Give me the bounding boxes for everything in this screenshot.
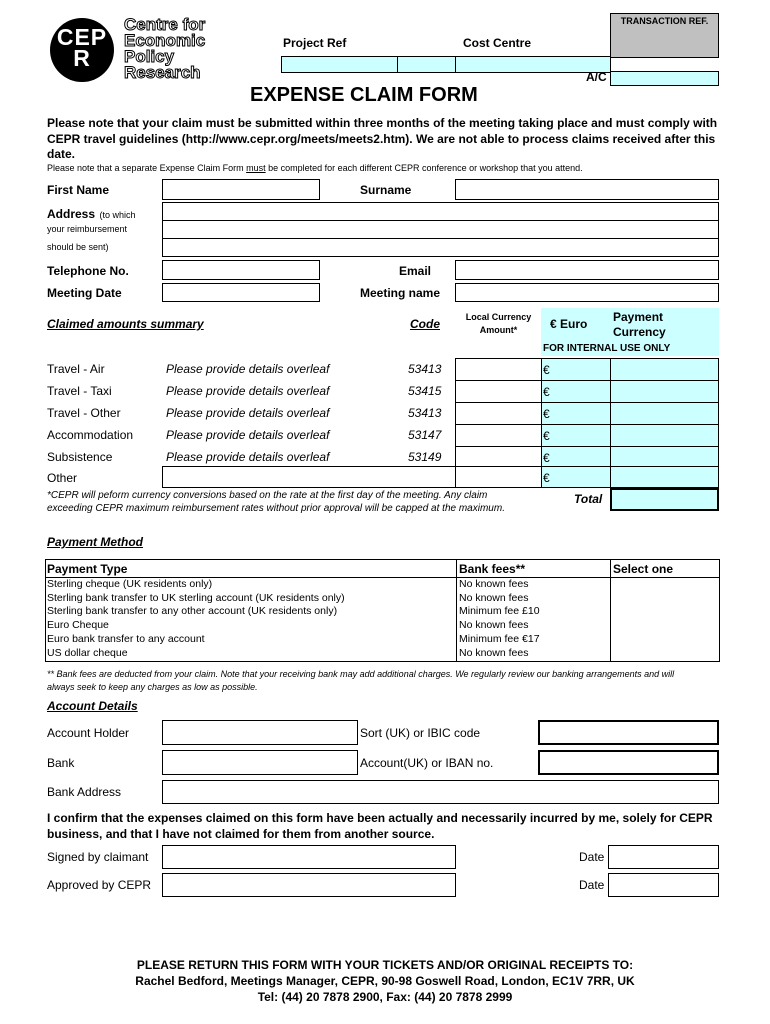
bank-address-label: Bank Address (47, 785, 122, 799)
claim-payment-currency-field[interactable] (610, 380, 719, 403)
payment-type-option: Sterling cheque (UK residents only) (47, 578, 213, 590)
select-payment-cell[interactable] (611, 579, 719, 592)
address-label: Address (47, 207, 96, 221)
claim-row-note: Please provide details overleaf (166, 384, 330, 398)
claim-row-code: 53415 (408, 384, 442, 398)
euro-header: € Euro (550, 317, 588, 331)
ac-field[interactable] (610, 71, 719, 86)
other-payment-currency-field[interactable] (610, 466, 719, 488)
other-euro-symbol: € (543, 471, 550, 485)
account-number-label: Account(UK) or IBAN no. (360, 756, 494, 770)
claim-euro-symbol: € (543, 363, 550, 377)
address-field-line-3[interactable] (162, 238, 719, 257)
local-currency-header (455, 311, 542, 337)
surname-field[interactable] (455, 179, 719, 200)
payment-type-option: Sterling bank transfer to UK sterling account (UK residents only) (47, 591, 345, 604)
bank-field[interactable] (162, 750, 358, 775)
first-name-label: First Name (47, 183, 110, 197)
meeting-date-field[interactable] (162, 283, 320, 302)
footer-contact: Tel: (44) 20 7878 2900, Fax: (44) 20 7878 2999 (257, 990, 513, 1004)
claim-euro-symbol: € (543, 407, 550, 421)
transaction-ref-box (610, 13, 719, 58)
bank-fee-value: No known fees (459, 578, 529, 590)
bank-address-field[interactable] (162, 780, 719, 804)
account-holder-field[interactable] (162, 720, 358, 745)
footer-address: Rachel Bedford, Meetings Manager, CEPR, 90-98 Goswell Road, London, EC1V 7RR, UK (135, 974, 635, 988)
bank-fee-value: No known fees (459, 591, 529, 604)
approved-by-label: Approved by CEPR (47, 878, 152, 892)
claim-row-note: Please provide details overleaf (166, 406, 330, 420)
claim-payment-currency-field[interactable] (610, 358, 719, 381)
cepr-logo (46, 17, 246, 83)
project-ref-field-1[interactable] (281, 56, 398, 73)
claim-row-label: Travel - Taxi (47, 384, 112, 398)
payment-type-option: US dollar cheque (47, 646, 128, 659)
claim-row-note: Please provide details overleaf (166, 450, 330, 464)
address-note: your reimbursement (47, 224, 128, 234)
address-note: (to which (99, 210, 136, 220)
claim-row-note: Please provide details overleaf (166, 362, 330, 376)
select-payment-cell[interactable] (611, 606, 719, 619)
payment-type-option: Euro Cheque (47, 619, 109, 632)
claim-euro-field[interactable] (541, 424, 611, 447)
other-local-amount-field[interactable] (455, 466, 542, 488)
telephone-label: Telephone No. (47, 264, 129, 278)
notice-text: be completed for each different CEPR conference or workshop that you attend. (265, 163, 583, 173)
payment-type-option: Sterling bank transfer to any other account (UK residents only) (47, 605, 338, 618)
total-label: Total (574, 492, 603, 506)
claim-row-code: 53147 (408, 428, 442, 442)
claim-row-code: 53413 (408, 362, 442, 376)
bank-fee-value: Minimum fee £10 (459, 605, 540, 618)
other-label: Other (47, 471, 78, 485)
local-header-line: Local Currency (465, 312, 532, 322)
cost-centre-label: Cost Centre (463, 36, 532, 50)
select-payment-cell[interactable] (611, 634, 719, 647)
meeting-name-field[interactable] (455, 283, 719, 302)
claim-row-label: Travel - Air (47, 362, 105, 376)
bank-fee-value: No known fees (459, 619, 529, 632)
account-number-field[interactable] (538, 750, 719, 775)
payment-header-line: Currency (613, 325, 666, 339)
claim-row-label: Subsistence (47, 450, 113, 464)
payment-currency-header (613, 310, 666, 340)
date-label: Date (579, 878, 605, 892)
logo-mark: CEPR (56, 24, 108, 71)
meeting-name-label: Meeting name (360, 286, 441, 300)
claim-row-code: 53149 (408, 450, 442, 464)
bank-fees-footnote: ** Bank fees are deducted from your claim. Note that your receiving bank may add additional charges. We regularly review our banking arrangements and will always seek to keep any charges as low as possible. (47, 669, 675, 692)
logo-line: Centre for (124, 15, 206, 34)
page-title: EXPENSE CLAIM FORM (250, 84, 478, 106)
select-payment-cell[interactable] (611, 593, 719, 606)
internal-use-label: FOR INTERNAL USE ONLY (543, 343, 671, 354)
code-header: Code (410, 317, 440, 331)
claim-local-amount-field[interactable] (455, 424, 542, 447)
account-holder-label: Account Holder (47, 726, 130, 740)
confirmation-statement: I confirm that the expenses claimed on this form have been actually and necessarily incurred by me, solely for CEPR business, and that I have not claimed for them from another source. (47, 811, 713, 841)
payment-type-option: Euro bank transfer to any account (47, 632, 205, 645)
other-description-field[interactable] (162, 466, 456, 488)
claim-euro-symbol: € (543, 429, 550, 443)
notice-must: must (246, 163, 266, 173)
approval-field[interactable] (162, 873, 456, 897)
notice-text: Please note that a separate Expense Claim Form (47, 163, 247, 173)
claim-local-amount-field[interactable] (455, 402, 542, 425)
logo-line: Economic (124, 31, 206, 50)
claim-row-label: Travel - Other (47, 406, 121, 420)
bank-fee-value: No known fees (459, 646, 529, 659)
claim-euro-field[interactable] (541, 358, 611, 381)
claim-payment-currency-field[interactable] (610, 402, 719, 425)
payment-header-line: Payment (613, 310, 664, 324)
select-payment-cell[interactable] (611, 620, 719, 633)
claim-euro-field[interactable] (541, 380, 611, 403)
select-one-header: Select one (613, 562, 674, 576)
bank-fees-header: Bank fees** (459, 562, 526, 576)
transaction-ref-label: TRANSACTION REF. (620, 16, 709, 26)
signature-date-field[interactable] (608, 845, 719, 869)
project-ref-field-2[interactable] (397, 56, 456, 73)
claim-row-code: 53413 (408, 406, 442, 420)
approval-date-field[interactable] (608, 873, 719, 897)
submission-notice: Please note that your claim must be submitted within three months of the meeting taking place and must comply with CEPR travel guidelines (http://www.cepr.org/meets/meets2.htm). We are not able to process claims received after this date. (47, 116, 718, 161)
separate-form-notice (47, 163, 747, 173)
address-note: should be sent) (47, 242, 109, 252)
ac-label: A/C (586, 70, 607, 84)
claim-euro-symbol: € (543, 451, 550, 465)
claim-row-label: Accommodation (47, 428, 134, 442)
sort-code-field[interactable] (538, 720, 719, 745)
project-ref-label: Project Ref (283, 36, 347, 50)
meeting-date-label: Meeting Date (47, 286, 122, 300)
claim-row-note: Please provide details overleaf (166, 428, 330, 442)
address-field-line-2[interactable] (162, 220, 719, 239)
email-label: Email (399, 264, 432, 278)
total-field[interactable] (610, 488, 719, 511)
first-name-field[interactable] (162, 179, 320, 200)
email-field[interactable] (455, 260, 719, 280)
bank-fee-value: Minimum fee €17 (459, 632, 540, 645)
signature-field[interactable] (162, 845, 456, 869)
address-field-line-1[interactable] (162, 202, 719, 221)
address-label-group (47, 205, 136, 223)
footer-line: PLEASE RETURN THIS FORM WITH YOUR TICKETS AND/OR ORIGINAL RECEIPTS TO: (136, 958, 634, 972)
claim-local-amount-field[interactable] (455, 358, 542, 381)
account-details-title: Account Details (47, 699, 138, 713)
return-instructions (0, 957, 770, 1005)
currency-footnote: *CEPR will peform currency conversions based on the rate at the first day of the meeting. Any claim exceeding CEPR maximum reimbursement rates without prior approval will be capped at the maximum. (47, 490, 505, 514)
claimed-summary-title: Claimed amounts summary (47, 317, 204, 331)
bank-label: Bank (47, 756, 75, 770)
claim-local-amount-field[interactable] (455, 380, 542, 403)
logo-text (124, 17, 205, 81)
surname-label: Surname (360, 183, 412, 197)
local-header-line: Amount* (479, 325, 518, 335)
claim-euro-symbol: € (543, 385, 550, 399)
date-label: Date (579, 850, 605, 864)
logo-line: Research (124, 63, 201, 82)
sort-code-label: Sort (UK) or IBIC code (360, 726, 481, 740)
other-euro-field[interactable] (541, 466, 611, 488)
signed-by-label: Signed by claimant (47, 850, 149, 864)
claim-payment-currency-field[interactable] (610, 424, 719, 447)
telephone-field[interactable] (162, 260, 320, 280)
claim-euro-field[interactable] (541, 402, 611, 425)
select-payment-cell[interactable] (611, 648, 719, 661)
logo-line: Policy (124, 47, 175, 66)
payment-type-header: Payment Type (47, 562, 128, 576)
payment-method-title: Payment Method (47, 535, 144, 549)
